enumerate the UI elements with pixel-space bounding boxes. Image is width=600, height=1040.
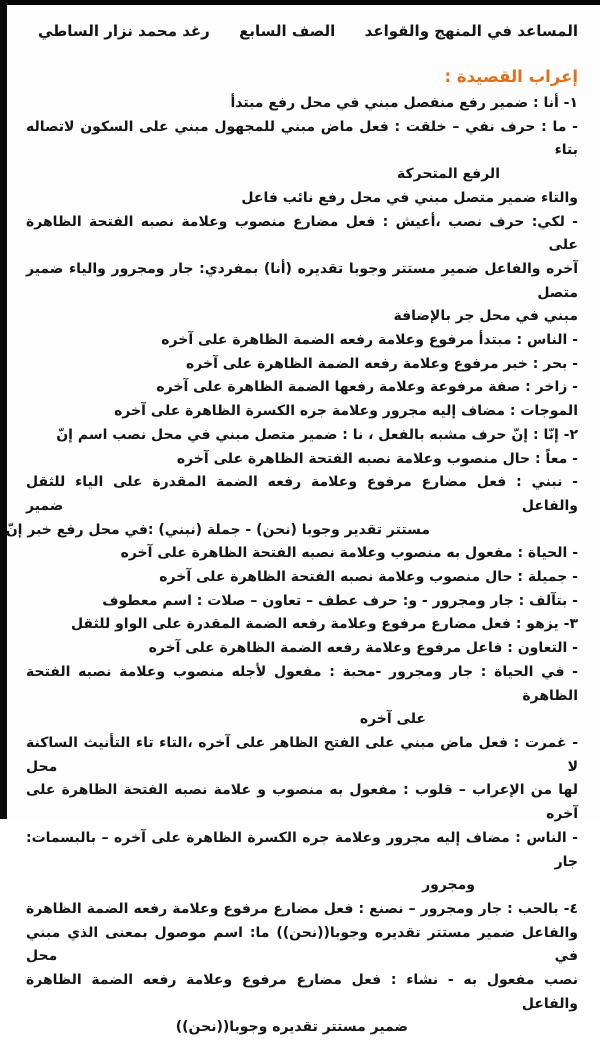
text-line: - ما : حرف نفي – خلقت : فعل ماض مبني للمجهول مبني على السكون لاتصاله بتاء — [26, 118, 578, 159]
text-line: ١- أنا : ضمير رفع منفصل مبني في محل رفع مبتدأ — [230, 95, 578, 111]
header-grade: الصف السابع — [239, 22, 336, 40]
scan-edge-left — [0, 0, 7, 819]
page-content — [5, 0, 578, 1040]
text-line: - غمرت : فعل ماض مبني على الفتح الظاهر على آخره ،التاء تاء التأنيث الساكنة لا محل — [26, 734, 578, 775]
text-line: الرفع المتحركة — [397, 166, 500, 183]
text-line: ٤- بالحب : جار ومجرور – نصنع : فعل مضارع مرفوع وعلامة رفعه الضمة الظاهرة — [26, 900, 578, 917]
text-line: - بحر : خبر مرفوع وعلامة رفعه الضمة الظاهرة على آخره — [186, 355, 578, 372]
text-line: ومجرور — [422, 877, 475, 894]
text-line: - بتآلف : جار ومجرور - و: حرف عطف – تعاون – صلات : اسم معطوف — [102, 592, 578, 609]
text-line: الموجات : مضاف إليه مجرور وعلامة جره الكسرة الظاهرة على آخره — [114, 403, 578, 420]
text-line: مستتر تقدير وجوبا (نحن) - جملة (نبني) :في محل رفع خبر إنّ — [5, 521, 430, 538]
text-line: على آخره — [359, 711, 426, 728]
text-line: - معاً : حال منصوب وعلامة نصبه الفتحة الظاهرة على آخره — [176, 450, 578, 467]
text-line: نصب مفعول به - نشاء : فعل مضارع مرفوع وعلامة رفعه الضمة الظاهرة والفاعل — [26, 972, 578, 1012]
header-book-title: المساعد في المنهج والقواعد — [364, 22, 578, 40]
document-body — [5, 92, 578, 1040]
text-line: لها من الإعراب – قلوب : مفعول به منصوب و علامة نصبه الفتحة الظاهرة على آخره — [26, 782, 578, 823]
text-line: - الناس : مبتدأ مرفوع وعلامة رفعه الضمة الظاهرة على آخره — [161, 332, 578, 349]
page-header — [26, 0, 578, 40]
text-line: ٣- يزهو : فعل مضارع مرفوع وعلامة رفعه الضمة المقدرة على الواو للثقل — [70, 616, 578, 633]
text-line: - نبني : فعل مضارع مرفوع وعلامة رفعه الضمة المقدرة على الياء للثقل والفاعل ضمير — [26, 474, 578, 514]
text-line: مبني في محل جر بالإضافة — [393, 308, 578, 325]
text-line: - التعاون : فاعل مرفوع وعلامة رفعه الضمة الظاهرة على آخره — [148, 640, 578, 657]
text-line: - لكي: حرف نصب ،أعيش : فعل مضارع منصوب وعلامة نصبه الفتحة الظاهرة على — [26, 213, 578, 254]
text-line: - زاخر : صفة مرفوعة وعلامة رفعها الضمة الظاهرة على آخره — [156, 379, 578, 396]
text-line: آخره والفاعل ضمير مستتر وجوبا تقديره (أنا) بمفردي: جار ومجرور والياء ضمير متصل — [26, 260, 578, 301]
text-line: ٢- إنّا : إنّ حرف مشبه بالفعل ، نا : ضمير متصل مبني في محل نصب اسم إنّ — [56, 426, 578, 443]
text-line: ضمير مستتر تقديره وجوبا((نحن)) — [175, 1019, 408, 1036]
text-line: - الحياة : مفعول به منصوب وعلامة نصبه الفتحة الظاهرة على آخره — [120, 545, 578, 562]
text-line: والتاء ضمير متصل مبني في محل رفع نائب فاعل — [241, 189, 578, 206]
section-title: إعراب القصيدة : — [444, 67, 578, 86]
text-line: والفاعل ضمير مستتر تقديره وجوبا((نحن)) ما: اسم موصول بمعنى الذي مبني في محل — [26, 924, 578, 965]
text-line: - الناس : مضاف إليه مجرور وعلامة جره الكسرة الظاهرة على آخره – بالبسمات: جار — [26, 829, 578, 870]
text-line: - في الحياة : جار ومجرور -محبة : مفعول لأجله منصوب وعلامة نصبه الفتحة الظاهرة — [26, 663, 578, 704]
text-line: - جميلة : حال منصوب وعلامة نصبه الفتحة الظاهرة على آخره — [159, 569, 578, 586]
header-author: رغد محمد نزار الساطي — [38, 22, 210, 40]
